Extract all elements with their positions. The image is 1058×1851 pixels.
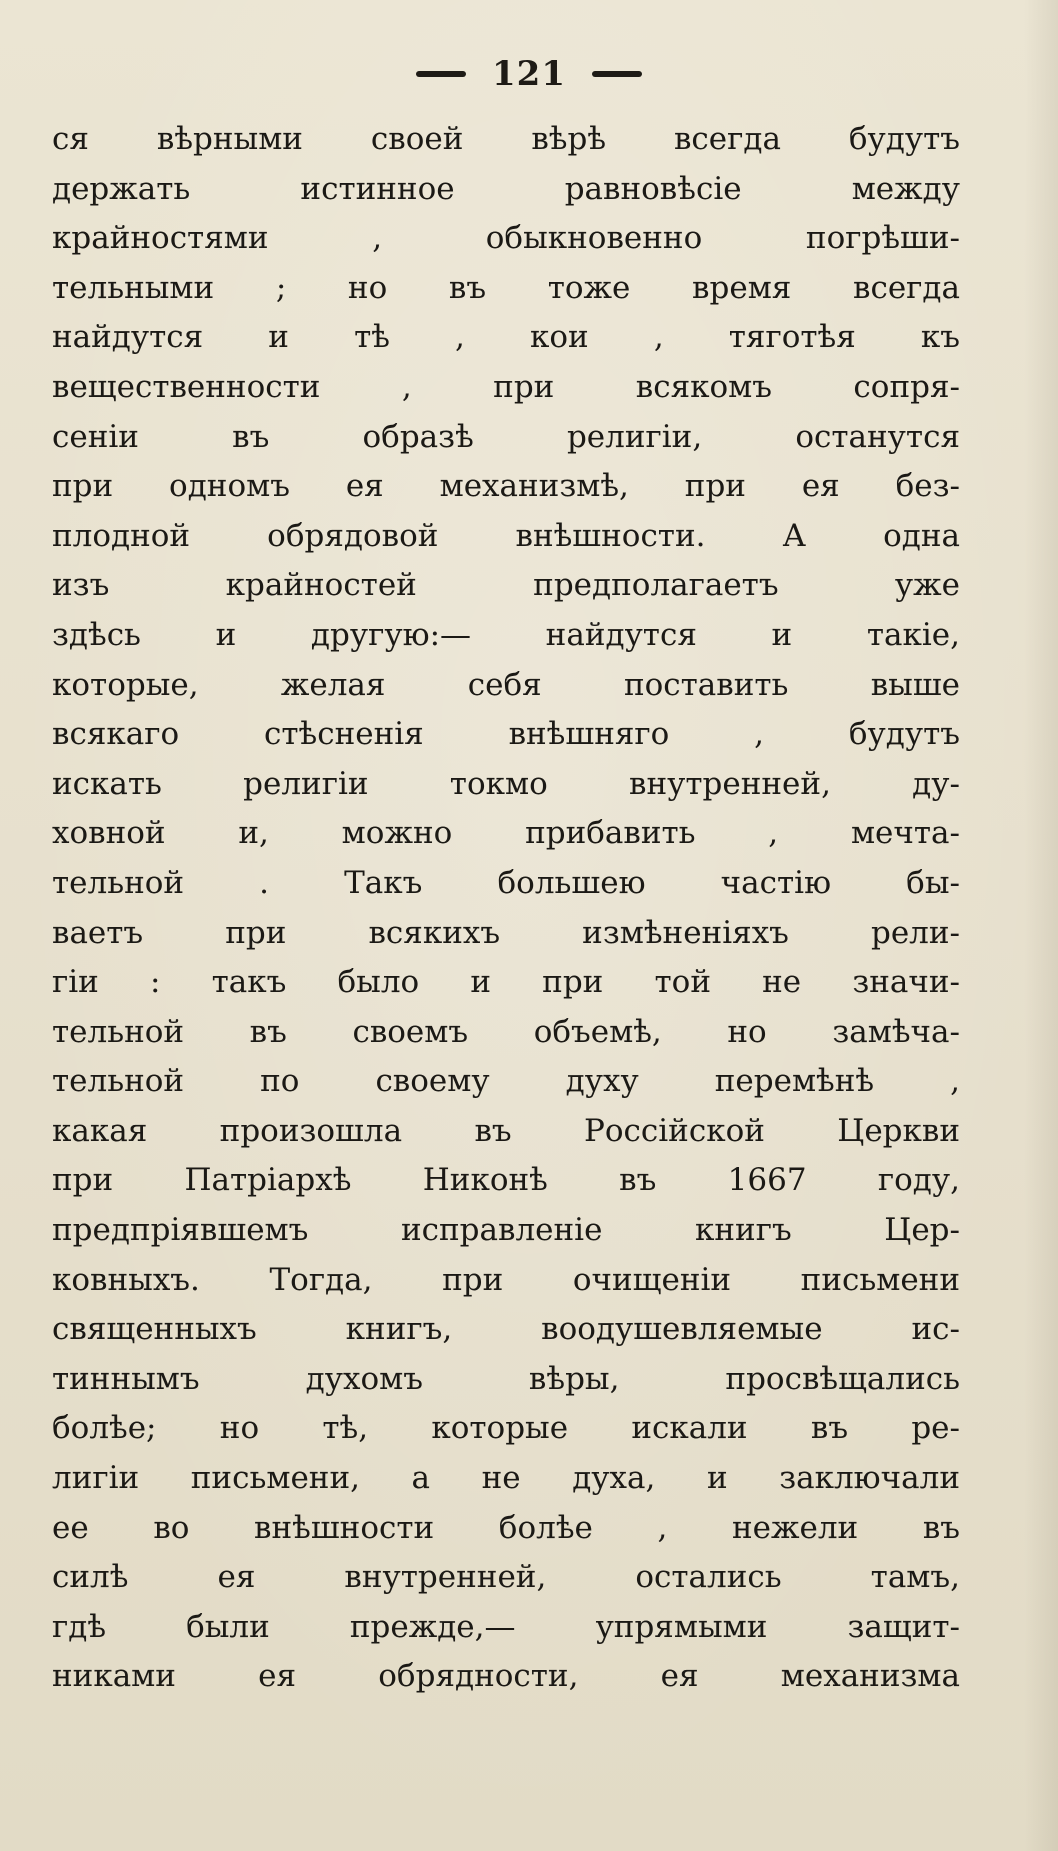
- text-line: ваетъ при всякихъ измѣненіяхъ рели-: [52, 914, 960, 951]
- text-line: никами ея обрядности, ея механизма: [52, 1658, 960, 1695]
- text-line: ее во внѣшности болѣе , нежели въ: [52, 1509, 960, 1546]
- header-left-dash: [416, 71, 466, 77]
- text-line: вещественности , при всякомъ сопря-: [52, 368, 960, 405]
- text-line: гдѣ были прежде,— упрямыми защит-: [52, 1608, 960, 1645]
- text-line: силѣ ея внутренней, остались тамъ,: [52, 1559, 960, 1596]
- text-line: найдутся и тѣ , кои , тяготѣя къ: [52, 319, 960, 356]
- text-line: какая произошла въ Россійской Церкви: [52, 1112, 960, 1149]
- text-line: тиннымъ духомъ вѣры, просвѣщались: [52, 1360, 960, 1397]
- text-line: ховной и, можно прибавить , мечта-: [52, 815, 960, 852]
- text-line: которые, желая себя поставить выше: [52, 666, 960, 703]
- text-line: священныхъ книгъ, воодушевляемые ис-: [52, 1311, 960, 1348]
- text-line: ся вѣрными своей вѣрѣ всегда будутъ: [52, 121, 960, 157]
- text-line: изъ крайностей предполагаетъ уже: [52, 567, 960, 604]
- header-right-dash: [592, 71, 642, 77]
- text-line: болѣе; но тѣ, которые искали въ ре-: [52, 1410, 960, 1447]
- text-line: лигіи письмени, а не духа, и заключали: [52, 1460, 960, 1497]
- text-line: тельной . Такъ большею частію бы-: [52, 864, 960, 901]
- text-line: всякаго стѣсненія внѣшняго , будутъ: [52, 716, 960, 753]
- page-header-inner: [416, 54, 642, 94]
- text-line: при Патріархѣ Никонѣ въ 1667 году,: [52, 1162, 960, 1199]
- text-line: тельной по своему духу перемѣнѣ ,: [52, 1063, 960, 1100]
- text-line: держать истинное равновѣсіе между: [52, 170, 960, 207]
- text-line: гіи : такъ было и при той не значи-: [52, 964, 960, 1001]
- page-number: 121: [492, 54, 566, 94]
- text-line: плодной обрядовой внѣшности. А одна: [52, 517, 960, 554]
- text-line: тельными ; но въ тоже время всегда: [52, 269, 960, 306]
- text-line: предпріявшемъ исправленіе книгъ Цер-: [52, 1212, 960, 1249]
- text-line: искать религіи токмо внутренней, ду-: [52, 765, 960, 802]
- text-line: при одномъ ея механизмѣ, при ея без-: [52, 468, 960, 505]
- text-line: крайностями , обыкновенно погрѣши-: [52, 220, 960, 257]
- body-text: [52, 115, 960, 1702]
- text-line: сеніи въ образѣ религіи, останутся: [52, 418, 960, 455]
- page-edge-shadow: [1024, 0, 1058, 1851]
- page-header: [0, 44, 1058, 104]
- text-line: тельной въ своемъ объемѣ, но замѣча-: [52, 1013, 960, 1050]
- text-line: здѣсь и другую:— найдутся и такіе,: [52, 616, 960, 653]
- text-line: ковныхъ. Тогда, при очищеніи письмени: [52, 1261, 960, 1298]
